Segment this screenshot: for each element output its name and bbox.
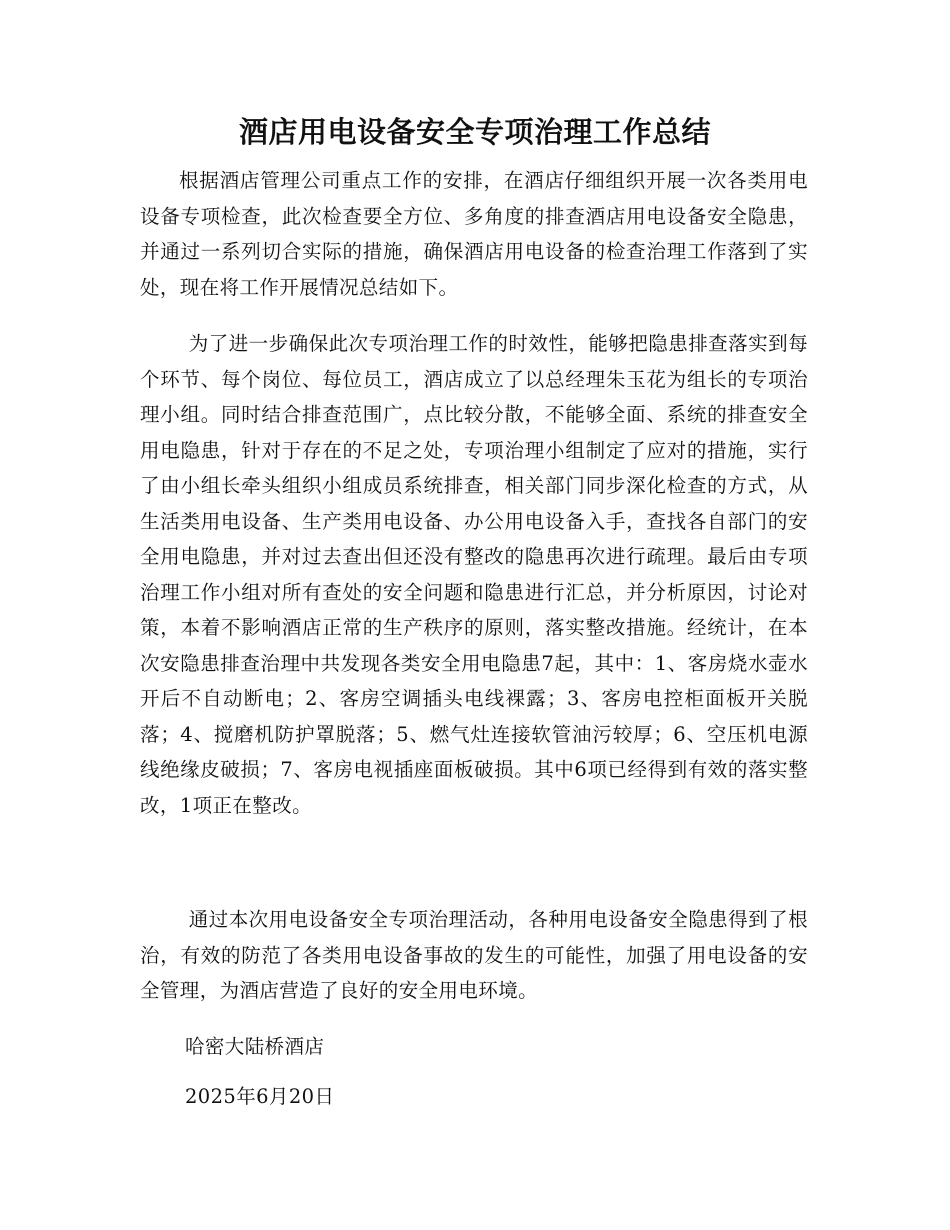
- document-title: 酒店用电设备安全专项治理工作总结: [238, 115, 711, 149]
- paragraph-intro: 根据酒店管理公司重点工作的安排，在酒店仔细组织开展一次各类用电设备专项检查，此次检查要全方位、多角度的排查酒店用电设备安全隐患，并通过一系列切合实际的措施，确保酒店用电设备的检查治理工作落到了实处，现在将工作开展情况总结如下。: [140, 169, 808, 299]
- paragraph-details: 为了进一步确保此次专项治理工作的时效性，能够把隐患排查落实到每个环节、每个岗位、每位员工，酒店成立了以总经理朱玉花为组长的专项治理小组。同时结合排查范围广，点比较分散，不能够全面、系统的排查安全用电隐患，针对于存在的不足之处，专项治理小组制定了应对的措施，实行了由小组长牵头组织小组成员系统排查，相关部门同步深化检查的方式，从生活类用电设备、生产类用电设备、办公用电设备入手，查找各自部门的安全用电隐患，并对过去查出但还没有整改的隐患再次进行疏理。最后由专项治理工作小组对所有查处的安全问题和隐患进行汇总，并分析原因，讨论对策，本着不影响酒店正常的生产秩序的原则，落实整改措施。经统计，在本次安隐患排查治理中共发现各类安全用电隐患7起，其中：1、客房烧水壶水开后不自动断电；2、客房空调插头电线裸露；3、客房电控柜面板开关脱落；4、搅磨机防护罩脱落；5、燃气灶连接软管油污较厚；6、空压机电源线绝缘皮破损；7、客房电视插座面板破损。其中6项已经得到有效的落实整改，1项正在整改。: [140, 332, 808, 817]
- signature-date: 2025年6月20日: [185, 1085, 335, 1108]
- signature-organization: 哈密大陆桥酒店: [185, 1035, 325, 1058]
- paragraph-conclusion: 通过本次用电设备安全专项治理活动，各种用电设备安全隐患得到了根治，有效的防范了各类用电设备事故的发生的可能性，加强了用电设备的安全管理，为酒店营造了良好的安全用电环境。: [140, 908, 808, 1002]
